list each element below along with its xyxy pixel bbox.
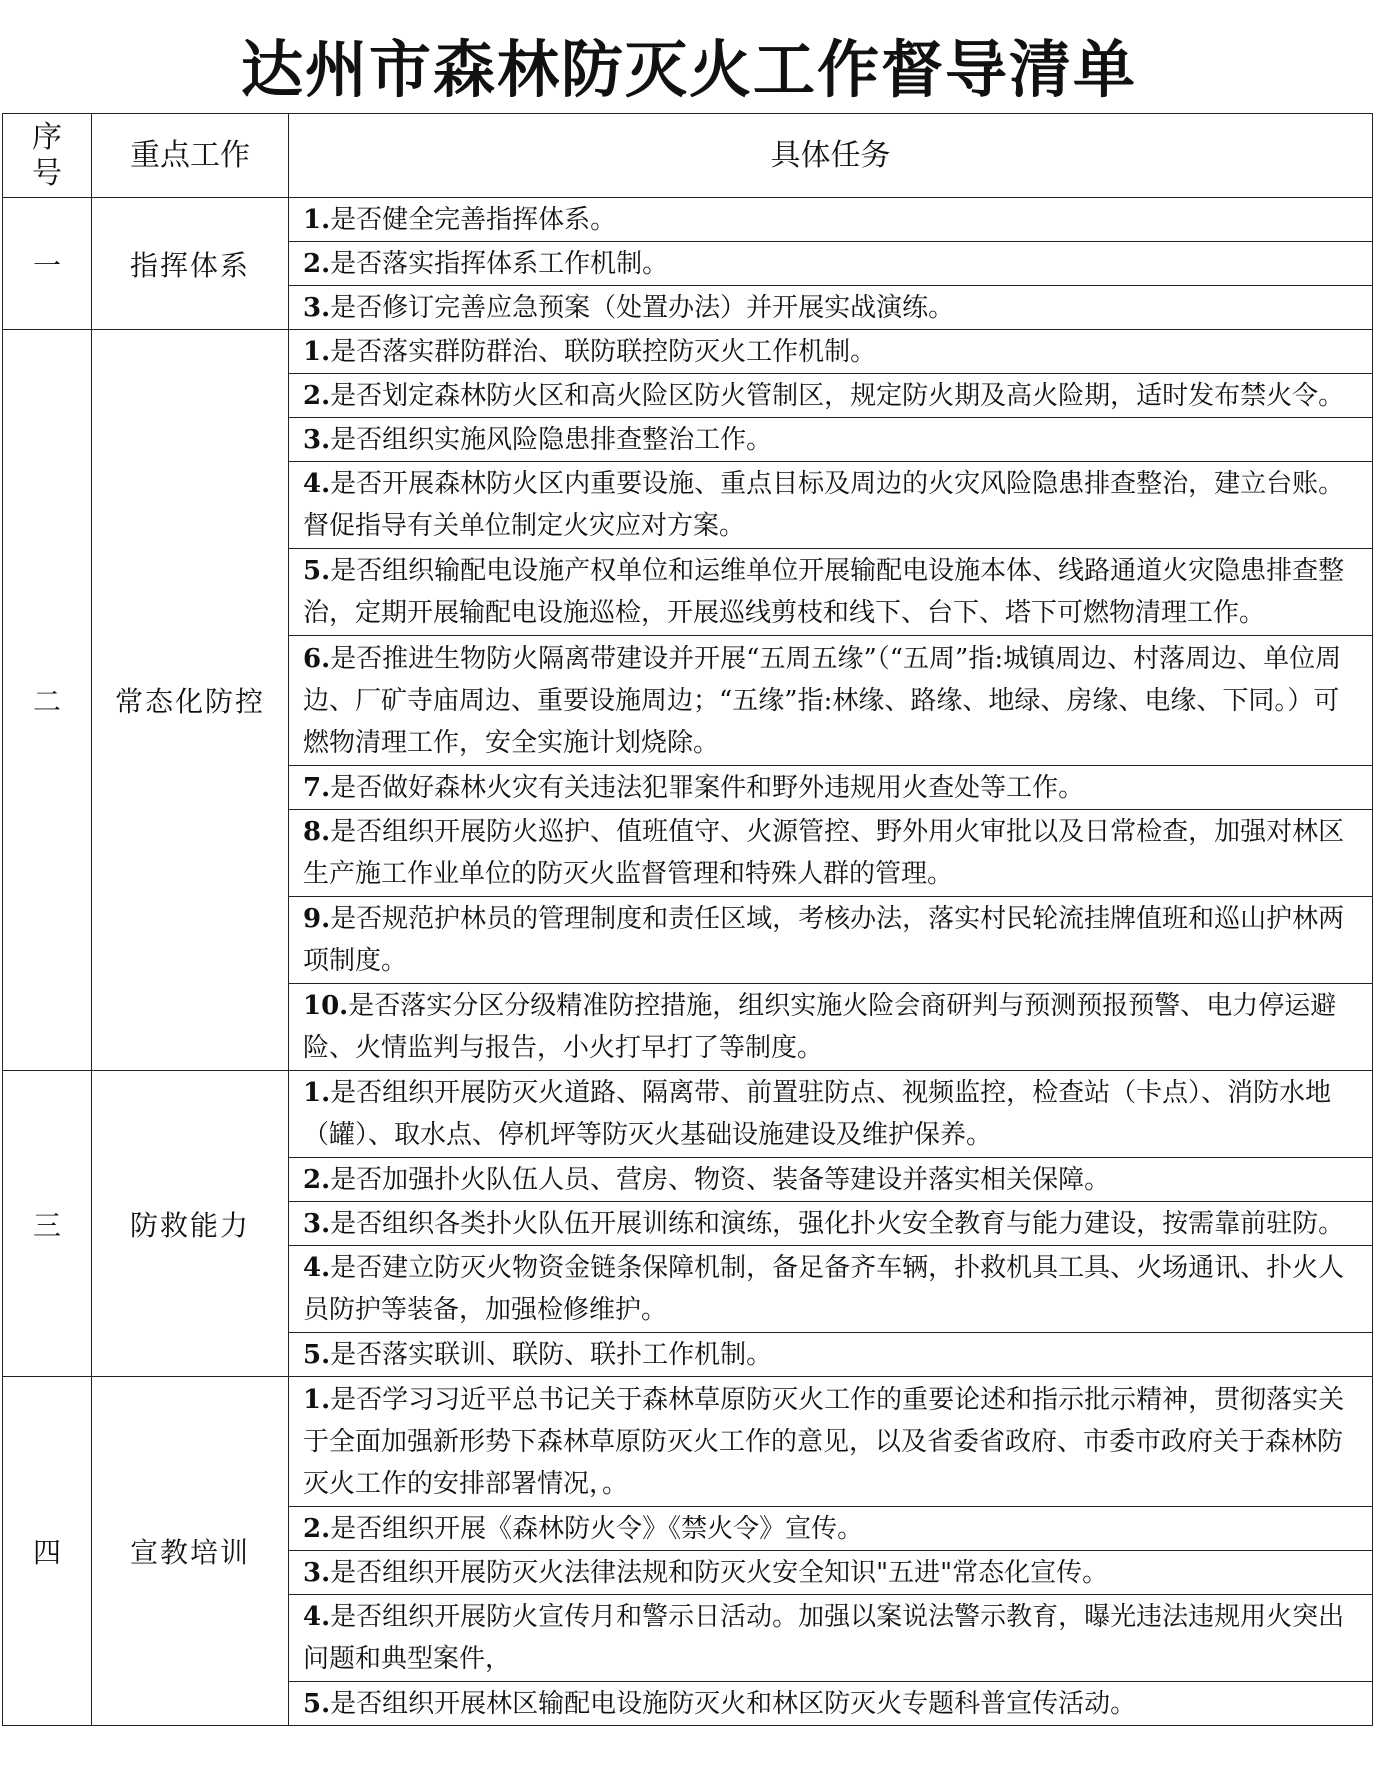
table-row: [3, 330, 1373, 374]
task-cell: [289, 198, 1373, 242]
task-cell: [289, 1682, 1373, 1726]
task-text: 是否组织开展防灭火法律法规和防灭火安全知识"五进"常态化宣传。: [330, 1557, 1109, 1588]
task-text: 是否规范护林员的管理制度和责任区域，考核办法，落实村民轮流挂牌值班和巡山护林两项制度。: [303, 904, 1345, 976]
task-index: 2.: [303, 248, 331, 279]
category-name: 防救能力: [92, 1071, 289, 1377]
task-index: 4.: [303, 1253, 331, 1283]
task-cell: [289, 1377, 1373, 1507]
task-cell: [289, 636, 1373, 766]
task-text: 是否落实群防群治、联防联控防灭火工作机制。: [330, 336, 877, 367]
task-index: 2.: [303, 1513, 331, 1544]
task-index: 3.: [303, 1208, 331, 1239]
category-name: 常态化防控: [92, 330, 289, 1071]
task-cell: [289, 897, 1373, 984]
supervision-table: [2, 113, 1373, 1726]
task-text: 是否组织开展林区输配电设施防灭火和林区防灭火专题科普宣传活动。: [330, 1688, 1137, 1719]
category-number: 三: [3, 1071, 92, 1377]
table-row: [3, 1377, 1373, 1507]
task-text: 是否组织输配电设施产权单位和运维单位开展输配电设施本体、线路通道火灾隐患排查整治，定期开展输配电设施巡检，开展巡线剪枝和线下、台下、塔下可燃物清理工作。: [303, 556, 1345, 628]
task-text: 是否健全完善指挥体系。: [330, 204, 617, 235]
task-cell: [289, 242, 1373, 286]
task-text: 是否推进生物防火隔离带建设并开展“五周五缘”（“五周”指:城镇周边、村落周边、单位周边、厂矿寺庙周边、重要设施周边；“五缘”指:林缘、路缘、地绿、房缘、电缘、下同。）可燃物清理工作，安全实施计划烧除。: [303, 643, 1342, 758]
task-text: 是否做好森林火灾有关违法犯罪案件和野外违规用火查处等工作。: [330, 772, 1085, 803]
task-index: 9.: [303, 904, 331, 934]
task-text: 是否修订完善应急预案（处置办法）并开展实战演练。: [330, 292, 955, 323]
task-index: 3.: [303, 1557, 331, 1588]
task-cell: [289, 1333, 1373, 1377]
task-index: 10.: [303, 991, 349, 1021]
category-name: 指挥体系: [92, 198, 289, 330]
task-index: 3.: [303, 292, 331, 323]
table-row: [3, 198, 1373, 242]
task-cell: [289, 984, 1373, 1071]
task-text: 是否建立防灭火物资金链条保障机制，备足备齐车辆，扑救机具工具、火场通讯、扑火人员防护等装备，加强检修维护。: [303, 1253, 1345, 1325]
task-text: 是否加强扑火队伍人员、营房、物资、装备等建设并落实相关保障。: [330, 1164, 1111, 1195]
task-cell: [289, 810, 1373, 897]
task-index: 6.: [303, 643, 331, 674]
task-index: 5.: [303, 556, 331, 586]
task-text: 是否落实指挥体系工作机制。: [330, 248, 669, 279]
task-index: 2.: [303, 1164, 331, 1195]
task-index: 5.: [303, 1339, 331, 1370]
table-body: [3, 198, 1373, 1726]
header-key-work-label: 重点工作: [130, 137, 250, 173]
task-cell: [289, 1507, 1373, 1551]
task-cell: [289, 462, 1373, 549]
task-cell: [289, 1071, 1373, 1158]
task-text: 是否划定森林防火区和高火险区防火管制区，规定防火期及高火险期，适时发布禁火令。: [330, 380, 1345, 411]
task-cell: [289, 330, 1373, 374]
task-cell: [289, 1595, 1373, 1682]
task-cell: [289, 1202, 1373, 1246]
task-index: 7.: [303, 772, 331, 803]
task-cell: [289, 374, 1373, 418]
task-text: 是否组织各类扑火队伍开展训练和演练，强化扑火安全教育与能力建设，按需靠前驻防。: [330, 1208, 1345, 1239]
task-cell: [289, 286, 1373, 330]
task-index: 1.: [303, 336, 331, 367]
category-number: 二: [3, 330, 92, 1071]
task-cell: [289, 1158, 1373, 1202]
task-text: 是否学习习近平总书记关于森林草原防灭火工作的重要论述和指示批示精神，贯彻落实关于全面加强新形势下森林草原防灭火工作的意见，以及省委省政府、市委市政府关于森林防灭火工作的安排部署情况，。: [303, 1384, 1345, 1499]
category-number: 四: [3, 1377, 92, 1726]
task-index: 1.: [303, 1384, 331, 1415]
table-row: [3, 1071, 1373, 1158]
task-text: 是否组织开展防火巡护、值班值守、火源管控、野外用火审批以及日常检查，加强对林区生产施工作业单位的防灭火监督管理和特殊人群的管理。: [303, 817, 1345, 889]
header-num-label: 序号: [32, 119, 62, 191]
header-tasks-label: 具体任务: [770, 137, 891, 173]
task-text: 是否开展森林防火区内重要设施、重点目标及周边的火灾风险隐患排查整治，建立台账。督促指导有关单位制定火灾应对方案。: [303, 469, 1345, 541]
task-text: 是否落实分区分级精准防控措施，组织实施火险会商研判与预测预报预警、电力停运避险、火情监判与报告，小火打早打了等制度。: [303, 991, 1337, 1063]
task-text: 是否组织开展《森林防火令》《禁火令》宣传。: [330, 1513, 864, 1544]
task-text: 是否组织开展防火宣传月和警示日活动。加强以案说法警示教育，曝光违法违规用火突出问题和典型案件，: [303, 1602, 1345, 1674]
task-index: 1.: [303, 204, 331, 235]
task-cell: [289, 418, 1373, 462]
task-cell: [289, 1551, 1373, 1595]
task-text: 是否组织实施风险隐患排查整治工作。: [330, 424, 773, 455]
task-cell: [289, 1246, 1373, 1333]
task-index: 5.: [303, 1688, 331, 1719]
category-number: 一: [3, 198, 92, 330]
table-header-row: [3, 114, 1373, 198]
task-cell: [289, 766, 1373, 810]
task-cell: [289, 549, 1373, 636]
task-index: 4.: [303, 469, 331, 499]
header-tasks: [289, 114, 1373, 198]
task-index: 2.: [303, 380, 331, 411]
header-num: [3, 114, 92, 198]
category-name: 宣教培训: [92, 1377, 289, 1726]
task-text: 是否落实联训、联防、联扑工作机制。: [330, 1339, 773, 1370]
task-index: 8.: [303, 817, 331, 847]
task-index: 1.: [303, 1078, 331, 1108]
header-key-work: [92, 114, 289, 198]
task-text: 是否组织开展防灭火道路、隔离带、前置驻防点、视频监控，检查站（卡点）、消防水地（罐）、取水点、停机坪等防灭火基础设施建设及维护保养。: [303, 1078, 1332, 1150]
task-index: 3.: [303, 424, 331, 455]
task-index: 4.: [303, 1602, 331, 1632]
page-title: 达州市森林防灭火工作督导清单: [240, 33, 1137, 106]
